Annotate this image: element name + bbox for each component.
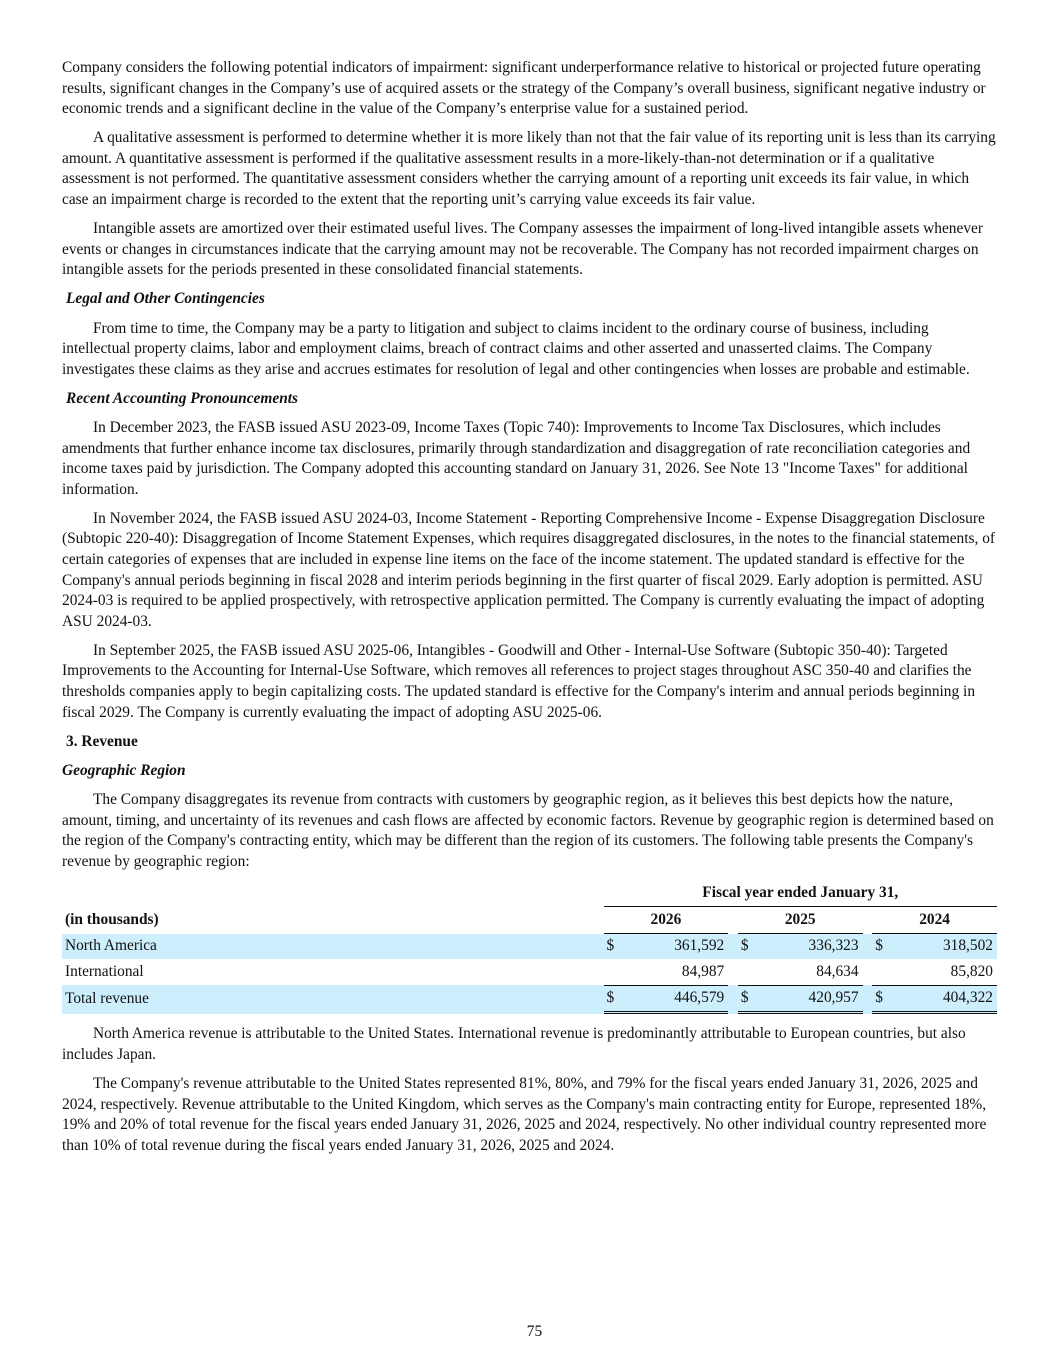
unit-label: (in thousands) [65, 911, 159, 929]
cell-value: 336,323 [762, 934, 862, 960]
cell-value: 84,987 [681, 962, 725, 980]
heading-geographic-region: Geographic Region [62, 761, 186, 779]
paragraph-north-america-note: North America revenue is attributable to the United States. International revenue is predominantly attributable to European countries, but also includes Japan. [62, 1025, 966, 1063]
fiscal-year-header: Fiscal year ended January 31, [604, 881, 997, 908]
paragraph-qualitative-assessment: A qualitative assessment is performed to determine whether it is more likely than not that the fair value of its reporting unit is less than its carrying amount. A quantitative assessment is performed if the qualitative assessment results in a more-likely-than-not determination or if a qualitative assessment is not performed. The quantitative assessment considers whether the carrying amount of a reporting unit exceeds its fair value, in which case an impairment charge is recorded to the extent that the reporting unit’s carrying value exceeds its fair value. [62, 129, 996, 209]
table-row [62, 959, 997, 985]
paragraph-asu-2023-09: In December 2023, the FASB issued ASU 2023-09, Income Taxes (Topic 740): Improvements to Income Tax Disclosures, which includes amendments that further enhance income tax disclosures, primarily through standardization and disaggregation of rate reconciliation categories and income taxes paid by jurisdiction. The Company adopted this accounting standard on January 31, 2026. See Note 13 "Income Taxes" for additional information. [62, 418, 971, 498]
paragraph-legal-contingencies: From time to time, the Company may be a party to litigation and subject to claims incident to the ordinary course of business, including intellectual property claims, labor and employment claims, breach of contract claims and other asserted and unasserted claims. The Company investigates these claims as they arise and accrues estimates for resolution of legal and other contingencies when losses are probable and estimable. [62, 319, 970, 378]
table-span-header-row [62, 881, 997, 908]
row-label: Total revenue [62, 985, 594, 1015]
paragraph-impairment-indicators: Company considers the following potential indicators of impairment: significant underperformance relative to historical or projected future operating results, significant changes in the Company’s use of acquired assets or the strategy of the Company’s overall business, significant negative industry or economic trends and a significant decline in the value of the Company’s enterprise value for a sustained period. [62, 59, 986, 118]
cell-value: 446,579 [628, 985, 728, 1015]
year-header-2026: 2026 [604, 907, 729, 934]
document-page [62, 58, 997, 1165]
year-header-2025: 2025 [738, 907, 863, 934]
revenue-by-region-table [62, 881, 997, 1015]
paragraph-asu-2025-06: In September 2025, the FASB issued ASU 2025-06, Intangibles - Goodwill and Other - Internal-Use Software (Subtopic 350-40): Targeted Improvements to the Accounting for Internal-Use Software, which removes all references to project stages throughout ASC 350-40 and clarifies the thresholds companies apply to begin capitalizing costs. The updated standard is effective for the Company's interim and annual periods beginning in fiscal 2029. The Company is currently evaluating the impact of adopting ASU 2025-06. [62, 641, 976, 721]
table-year-header-row [62, 907, 997, 934]
cell-value: 85,820 [950, 962, 993, 980]
heading-legal-contingencies: Legal and Other Contingencies [66, 290, 265, 308]
paragraph-intangible-assets: Intangible assets are amortized over their estimated useful lives. The Company assesses the impairment of long-lived intangible assets whenever events or changes in circumstances indicate that the carrying amount may not be recoverable. The Company has not recorded impairment charges on intangible assets for the periods presented in these consolidated financial statements. [62, 220, 983, 279]
table-row-total: Total revenue $ 446,579 $ 420,957 $ 404,322 [62, 985, 997, 1015]
cell-value: 361,592 [628, 934, 728, 960]
paragraph-geographic-intro: The Company disaggregates its revenue from contracts with customers by geographic region, as it believes this best depicts how the nature, amount, timing, and uncertainty of its revenues and cash flows are affected by economic factors. Revenue by geographic region is determined based on the region of the Company's contracting entity, which may be different than the region of its customers. The following table presents the Company's revenue by geographic region: [62, 790, 994, 870]
table-row: North America $ 361,592 $ 336,323 $ 318,502 [62, 934, 997, 960]
cell-value: 420,957 [762, 985, 862, 1015]
heading-recent-pronouncements: Recent Accounting Pronouncements [66, 389, 299, 407]
year-header-2024: 2024 [872, 907, 997, 934]
page-number: 75 [526, 1323, 543, 1340]
cell-value: 318,502 [897, 934, 997, 960]
heading-revenue-section: 3. Revenue [66, 732, 138, 750]
cell-value: 404,322 [897, 985, 997, 1015]
row-label: North America [62, 934, 594, 960]
paragraph-country-concentration: The Company's revenue attributable to the United States represented 81%, 80%, and 79% for the fiscal years ended January 31, 2026, 2025 and 2024, respectively. Revenue attributable to the United Kingdom, which serves as the Company's main contracting entity for Europe, represented 18%, 19% and 20% of total revenue for the fiscal years ended January 31, 2026, 2025 and 2024, respectively. No other individual country represented more than 10% of total revenue during the fiscal years ended January 31, 2026, 2025 and 2024. [62, 1074, 987, 1154]
cell-value: 84,634 [816, 962, 859, 980]
paragraph-asu-2024-03: In November 2024, the FASB issued ASU 2024-03, Income Statement - Reporting Comprehensive Income - Expense Disaggregation Disclosure (Subtopic 220-40): Disaggregation of Income Statement Expenses, which requires disaggregated disclosures, in the notes to the financial statements, of certain categories of expenses that are included in expense line items on the face of the income statement. The updated standard is effective for the Company's annual periods beginning in fiscal 2028 and interim periods beginning in the first quarter of fiscal 2029. Early adoption is permitted. ASU 2024-03 is required to be applied prospectively, with retrospective application permitted. The Company is currently evaluating the impact of adopting ASU 2024-03. [62, 509, 996, 630]
row-label: International [65, 962, 144, 980]
